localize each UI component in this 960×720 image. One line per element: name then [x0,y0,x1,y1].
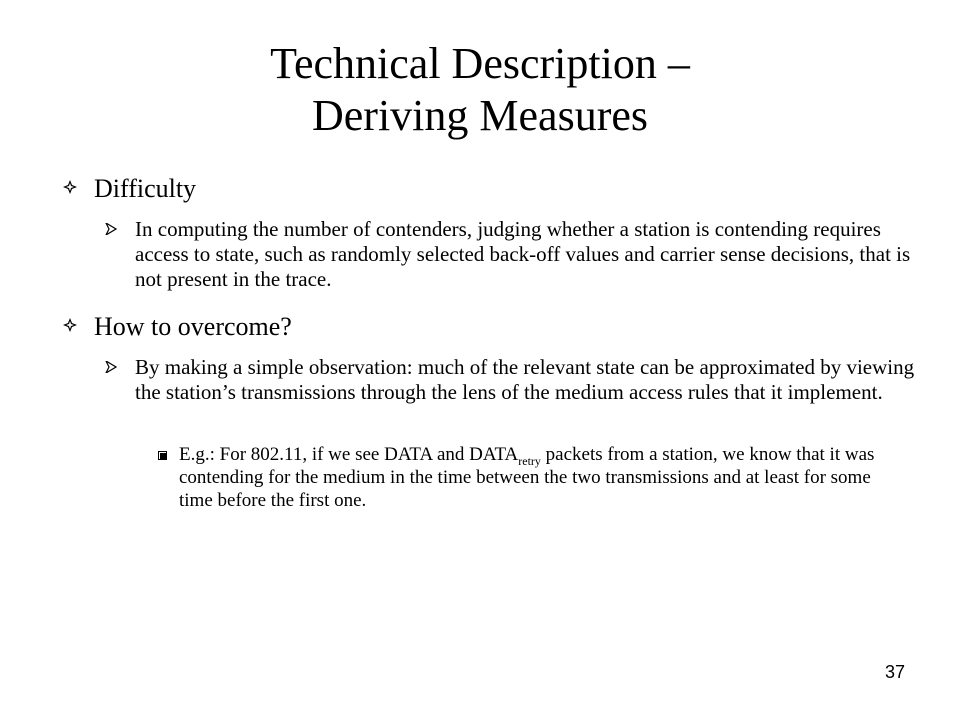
title-line-1: Technical Description – [270,39,690,88]
sub-bullet-difficulty [135,217,915,292]
arrow-bullet-icon [105,223,117,235]
bullet-label: How to overcome? [94,312,292,341]
bullet-how-to-overcome [94,312,292,342]
diamond-bullet-icon [63,180,77,194]
square-bullet-icon [158,451,167,460]
retry-subscript: retry [518,454,541,468]
bullet-label: Difficulty [94,174,197,203]
example-text-start: E.g.: For 802.11, if we see DATA and DATA [179,444,519,465]
sub-bullet-text: In computing the number of contenders, judging whether a station is contending requires access to state, such as randomly selected back-off values and carrier sense decisions, that is not present in the trace. [135,217,911,291]
title-line-2: Deriving Measures [311,91,648,140]
bullet-difficulty [94,174,196,204]
example-text-end: packets from a station, we know that it was contending for the medium in the time between the two transmissions and at least for some time before the first one. [179,444,875,511]
diamond-bullet-icon [63,318,77,332]
sub-bullet-observation [135,355,915,405]
sub-bullet-text: By making a simple observation: much of the relevant state can be approximated by viewing the station’s transmissions through the lens of the medium access rules that it implement. [135,355,915,404]
arrow-bullet-icon [105,361,117,373]
slide-title [0,38,960,142]
sub-sub-bullet-example [179,443,899,512]
page-number: 37 [885,662,906,682]
